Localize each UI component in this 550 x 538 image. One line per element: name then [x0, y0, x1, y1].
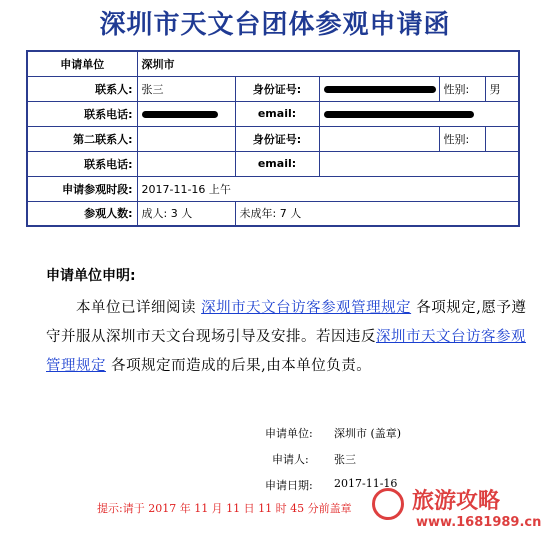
- applicant-unit-field[interactable]: 深圳市: [137, 51, 519, 76]
- id-number-label: 身份证号:: [235, 76, 319, 101]
- phone-field[interactable]: [137, 101, 235, 126]
- declaration-text-3: 各项规定而造成的后果,由本单位负责。: [111, 358, 372, 374]
- id-number-field[interactable]: [319, 76, 439, 101]
- watermark-text: 旅游攻略: [412, 489, 501, 514]
- gender-label: 性别:: [439, 76, 485, 101]
- row-visitor-count: [27, 201, 519, 226]
- signature-unit-value: 深圳市 (盖章): [334, 427, 402, 440]
- applicant-unit-label: 申请单位: [27, 51, 137, 76]
- watermark-url: www.1681989.cn: [416, 515, 542, 530]
- row-phone: [27, 101, 519, 126]
- second-id-number-field[interactable]: [319, 126, 439, 151]
- email-label: email:: [235, 101, 319, 126]
- contact-label: 联系人:: [27, 76, 137, 101]
- visit-period-label: 申请参观时段:: [27, 176, 137, 201]
- rules-link-2[interactable]: 深圳市天文台访客参观管理规定: [46, 329, 526, 374]
- second-email-label: email:: [235, 151, 319, 176]
- signature-date-label: 申请日期:: [265, 479, 313, 492]
- redaction-bar: [324, 86, 436, 93]
- application-form-table: [26, 50, 520, 227]
- email-field[interactable]: [319, 101, 519, 126]
- redaction-bar: [142, 111, 218, 118]
- declaration-text-1: 本单位已详细阅读: [76, 300, 196, 316]
- rules-link-1[interactable]: 深圳市天文台访客参观管理规定: [201, 300, 412, 316]
- deadline-notice: 提示:请于 2017 年 11 月 11 日 11 时 45 分前盖章: [97, 502, 352, 515]
- second-gender-label: 性别:: [439, 126, 485, 151]
- redaction-bar: [324, 111, 474, 118]
- second-gender-field[interactable]: [485, 126, 519, 151]
- signature-person-label: 申请人:: [272, 453, 309, 466]
- second-contact-label: 第二联系人:: [27, 126, 137, 151]
- row-visit-period: [27, 176, 519, 201]
- watermark-logo-icon: [372, 488, 404, 520]
- declaration-text: [46, 294, 536, 381]
- row-contact: [27, 76, 519, 101]
- visit-period-field[interactable]: 2017-11-16 上午: [137, 176, 519, 201]
- row-second-phone: [27, 151, 519, 176]
- adults-count-field[interactable]: 成人: 3 人: [137, 201, 235, 226]
- signature-unit-label: 申请单位:: [265, 427, 313, 440]
- row-second-contact: [27, 126, 519, 151]
- second-contact-field[interactable]: [137, 126, 235, 151]
- second-phone-field[interactable]: [137, 151, 235, 176]
- second-id-number-label: 身份证号:: [235, 126, 319, 151]
- visitor-count-label: 参观人数:: [27, 201, 137, 226]
- phone-label: 联系电话:: [27, 101, 137, 126]
- contact-field[interactable]: 张三: [137, 76, 235, 101]
- gender-field[interactable]: 男: [485, 76, 519, 101]
- declaration-text-2: 各项规定,愿予遵守并服从深圳市天文台现场引导及安排。若因违反: [46, 300, 527, 345]
- minors-count-field[interactable]: 未成年: 7 人: [235, 201, 519, 226]
- declaration-heading: 申请单位申明:: [46, 268, 136, 284]
- row-applicant-unit: [27, 51, 519, 76]
- second-email-field[interactable]: [319, 151, 519, 176]
- signature-person-value: 张三: [334, 453, 356, 466]
- second-phone-label: 联系电话:: [27, 151, 137, 176]
- signature-date-value: 2017-11-16: [334, 477, 398, 490]
- page-title: 深圳市天文台团体参观申请函: [99, 10, 451, 40]
